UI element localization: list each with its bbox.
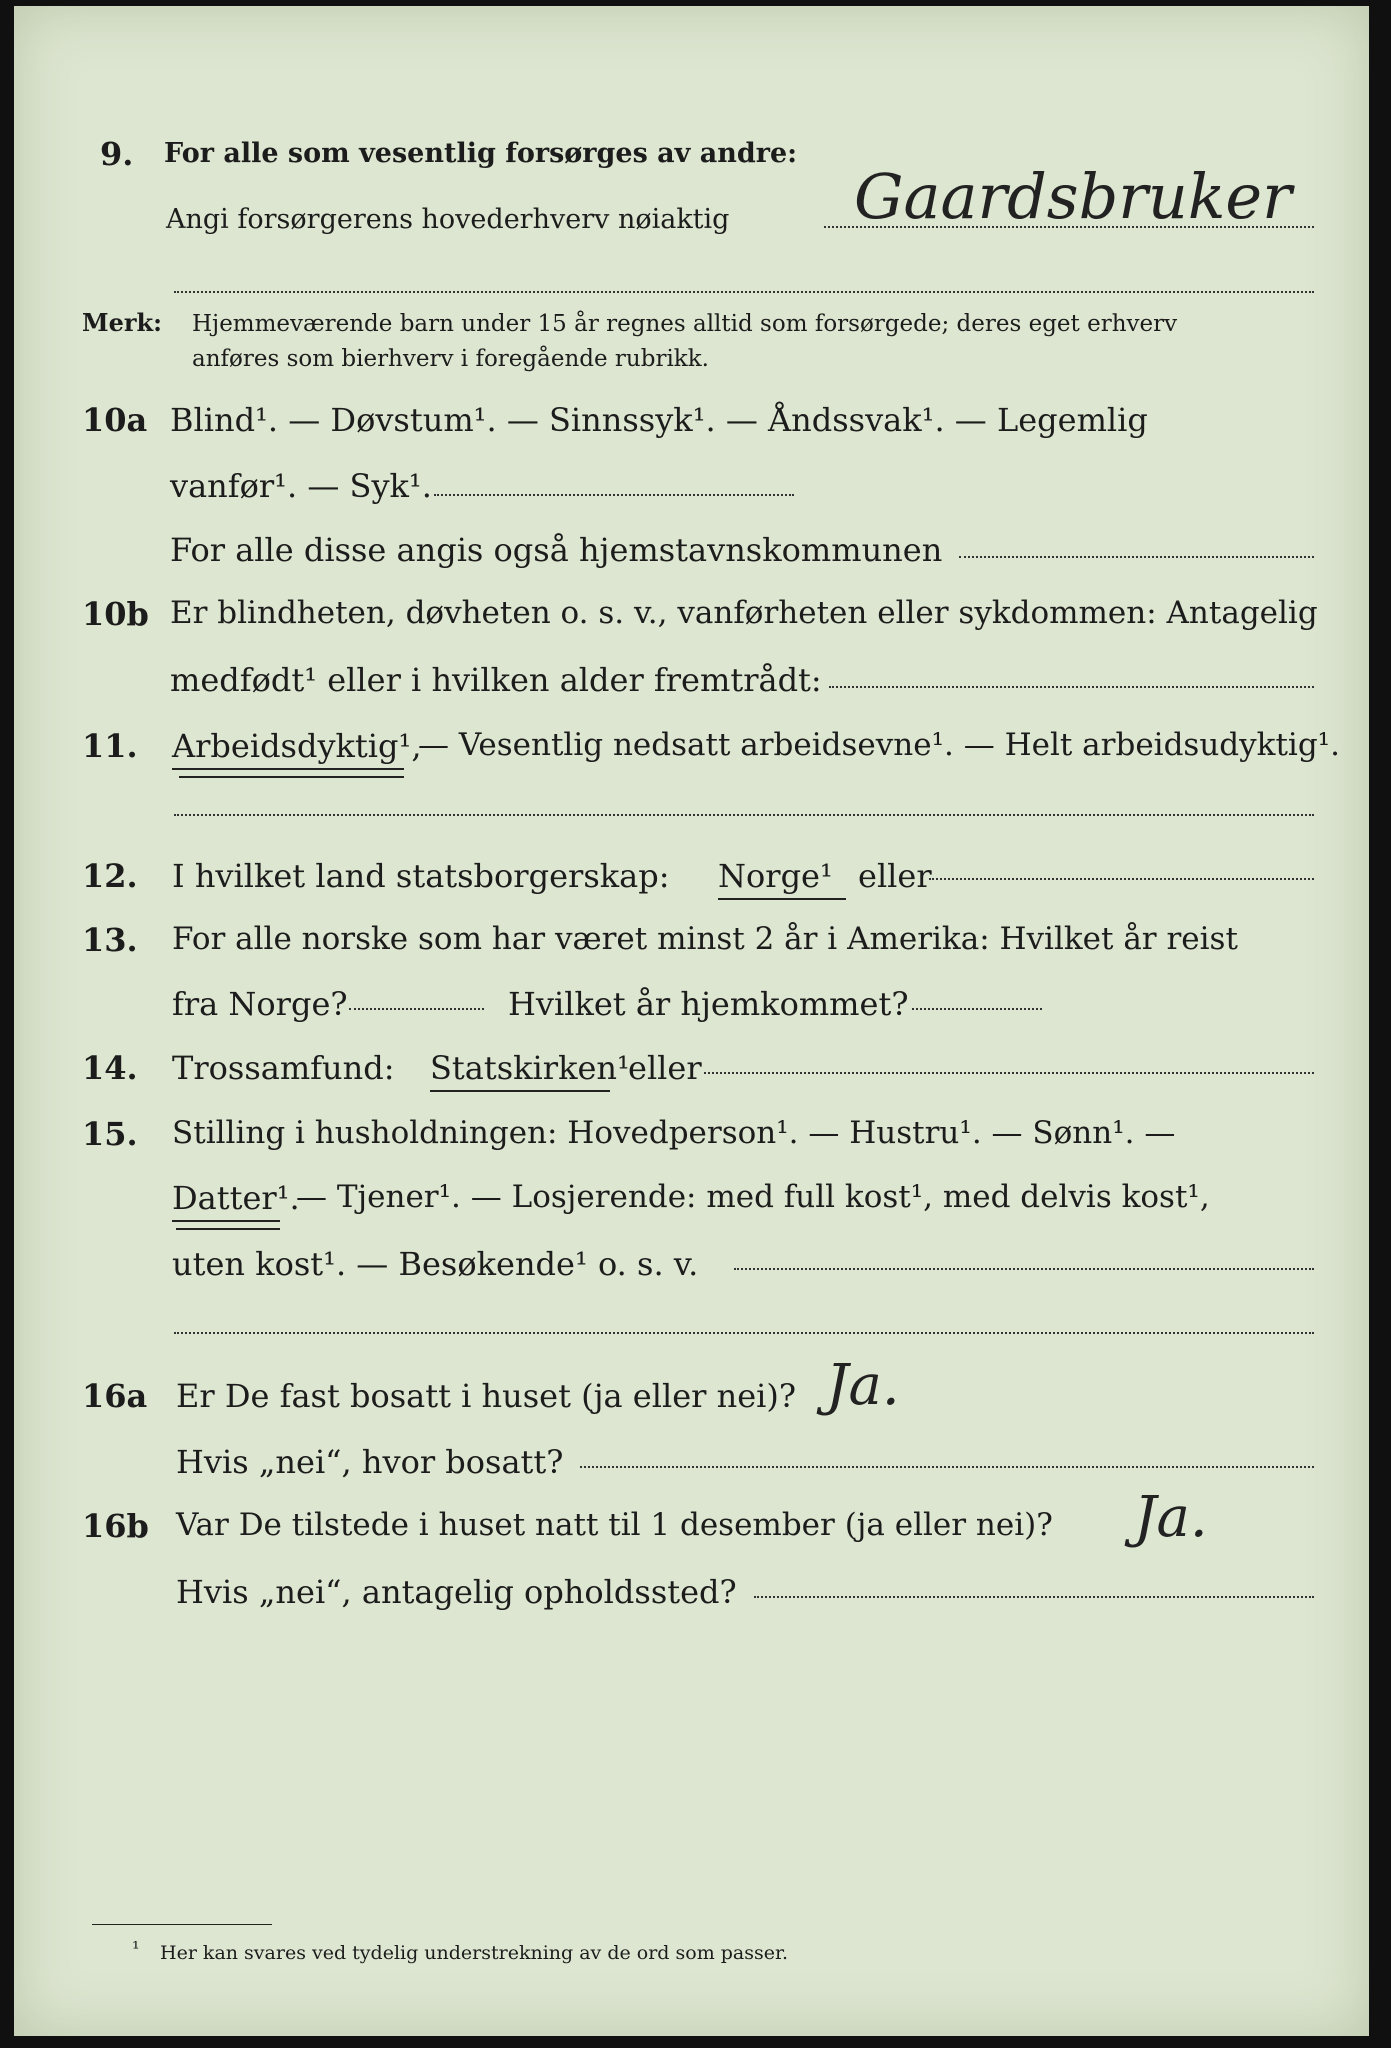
q9-separator xyxy=(174,291,1314,293)
q16a-line1: Er De fast bosatt i huset (ja eller nei)? xyxy=(176,1377,797,1415)
q11-underline-1 xyxy=(172,768,404,770)
q11-option-arbeidsdyktig: Arbeidsdyktig¹, xyxy=(172,727,422,765)
q9-line2: Angi forsørgerens hovederhverv nøiaktig xyxy=(166,204,730,235)
q13-hjemkommet-line xyxy=(912,1008,1042,1010)
q11-separator xyxy=(174,814,1314,816)
q10a-hjemstavn-line xyxy=(959,556,1314,558)
q10b-answer-line xyxy=(829,686,1314,688)
q16a-answer-line xyxy=(580,1466,1314,1468)
q14-number: 14. xyxy=(82,1049,138,1087)
q15-line1: Stilling i husholdningen: Hovedperson¹. — Hustru¹. — Sønn¹. — xyxy=(172,1115,1176,1151)
q10a-line1: Blind¹. — Døvstum¹. — Sinnssyk¹. — Åndssvak¹. — Legemlig xyxy=(170,401,1148,439)
q11-underline-2 xyxy=(179,776,404,778)
q13-number: 13. xyxy=(82,921,138,959)
q12-underline xyxy=(718,898,846,900)
merk-label: Merk: xyxy=(82,308,162,337)
q15-underline-1 xyxy=(172,1220,280,1222)
q16a-number: 16a xyxy=(82,1377,148,1415)
q10b-number: 10b xyxy=(82,595,149,633)
q14-answer-line xyxy=(704,1072,1314,1074)
q11-number: 11. xyxy=(82,727,138,765)
q16b-handwritten-answer: Ja. xyxy=(1134,1485,1208,1550)
merk-line2: anføres som bierhverv i foregående rubrikk. xyxy=(192,346,709,372)
q12-number: 12. xyxy=(82,857,138,895)
q15-underline-2 xyxy=(176,1228,280,1230)
q9-line1: For alle som vesentlig forsørges av andre: xyxy=(164,138,798,169)
q14-text: Trossamfund: xyxy=(172,1049,395,1087)
q12-answer-line xyxy=(929,878,1314,880)
q14-rest: eller xyxy=(628,1049,702,1087)
q15-answer-line xyxy=(734,1268,1314,1270)
q10b-line1: Er blindheten, døvheten o. s. v., vanførheten eller sykdommen: Antagelig xyxy=(170,595,1318,631)
q12-text: I hvilket land statsborgerskap: xyxy=(172,857,670,895)
q10a-syk-line xyxy=(434,494,794,496)
q16b-line2: Hvis „nei“, antagelig opholdssted? xyxy=(176,1573,737,1611)
q13-line1: For alle norske som har været minst 2 år i Amerika: Hvilket år reist xyxy=(172,921,1238,957)
q14-underline xyxy=(430,1090,610,1092)
q15-separator xyxy=(174,1332,1314,1334)
merk-line1: Hjemmeværende barn under 15 år regnes alltid som forsørgede; deres eget erhverv xyxy=(192,311,1178,337)
q16b-line1: Var De tilstede i huset natt til 1 desember (ja eller nei)? xyxy=(176,1507,1053,1543)
q15-number: 15. xyxy=(82,1115,138,1153)
q13-reist-line xyxy=(349,1008,484,1010)
q13-part-a: fra Norge? xyxy=(172,985,348,1023)
q16b-number: 16b xyxy=(82,1507,149,1545)
footnote-text: Her kan svares ved tydelig understrekning av de ord som passer. xyxy=(160,1942,789,1964)
footnote-mark: ¹ xyxy=(132,1938,140,1960)
q15-line2-rest: — Tjener¹. — Losjerende: med full kost¹, med delvis kost¹, xyxy=(296,1179,1210,1215)
q16a-line2: Hvis „nei“, hvor bosatt? xyxy=(176,1443,564,1481)
footnote-rule xyxy=(92,1924,272,1925)
q16b-answer-line xyxy=(754,1596,1314,1598)
q9-handwritten-answer: Gaardsbruker xyxy=(854,160,1292,233)
q10b-line2: medfødt¹ eller i hvilken alder fremtrådt: xyxy=(170,661,822,699)
q11-rest: — Vesentlig nedsatt arbeidsevne¹. — Helt arbeidsudyktig¹. xyxy=(418,727,1340,763)
census-form-page xyxy=(14,6,1369,2036)
q9-number: 9. xyxy=(100,135,134,173)
q15-option-datter: Datter¹. xyxy=(172,1179,300,1217)
q12-rest: eller xyxy=(858,857,932,895)
q15-line3: uten kost¹. — Besøkende¹ o. s. v. xyxy=(172,1245,699,1283)
q13-part-b: Hvilket år hjemkommet? xyxy=(508,985,909,1023)
q16a-handwritten-answer: Ja. xyxy=(826,1353,900,1418)
q10a-line3: For alle disse angis også hjemstavnskommunen xyxy=(170,531,943,569)
q10a-number: 10a xyxy=(82,401,148,439)
q14-option-statskirken: Statskirken¹ xyxy=(430,1049,630,1087)
q12-option-norge: Norge¹ xyxy=(718,857,833,895)
q10a-line2: vanfør¹. — Syk¹. xyxy=(170,467,432,505)
